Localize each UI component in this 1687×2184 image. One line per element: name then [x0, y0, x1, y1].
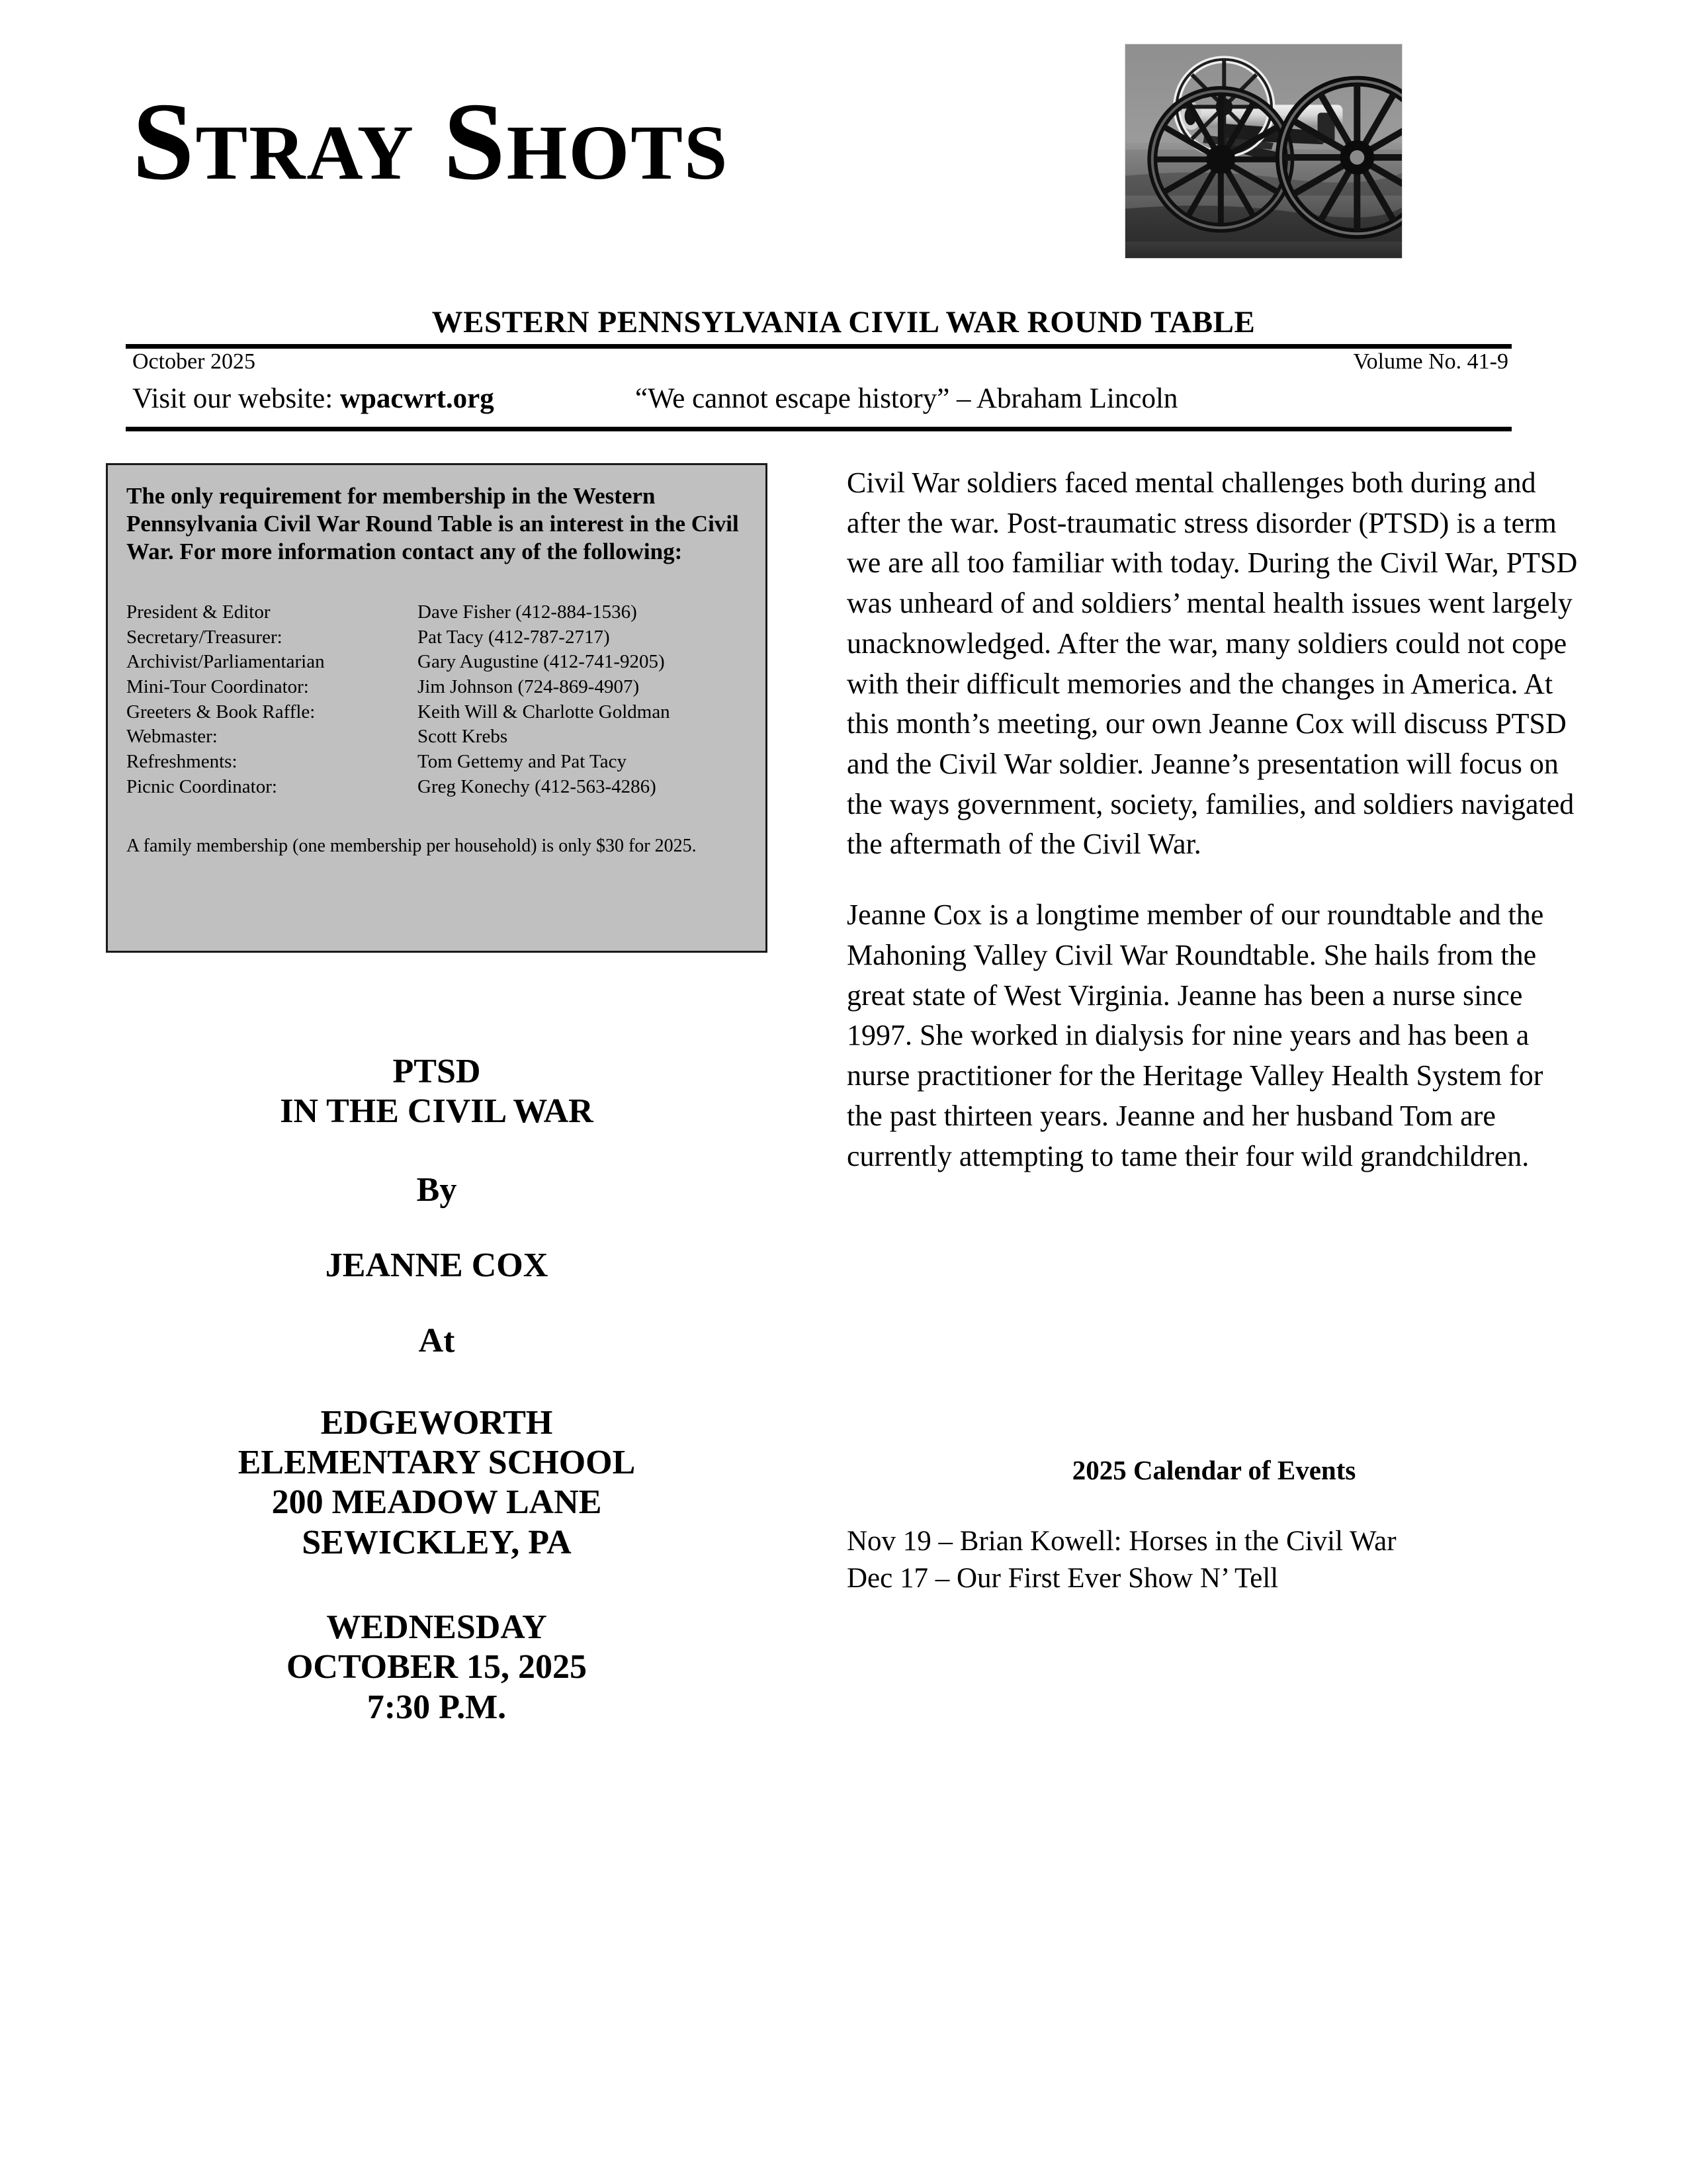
table-row: [126, 625, 747, 650]
website-url[interactable]: wpacwrt.org: [339, 383, 494, 414]
spacer: [106, 1563, 767, 1608]
right-column: [847, 463, 1581, 1597]
organization-name: WESTERN PENNSYLVANIA CIVIL WAR ROUND TABLE: [431, 305, 1256, 339]
title-initial-s1: S: [132, 80, 196, 203]
officer-person: Jim Johnson (724-869-4907): [417, 676, 640, 698]
cannon-illustration: [1125, 44, 1402, 258]
officer-role: Secretary/Treasurer:: [126, 626, 282, 648]
spacer: [106, 1358, 767, 1403]
officer-person: Greg Konechy (412-563-4286): [417, 775, 656, 797]
spacer: [106, 1283, 767, 1324]
officer-person: Scott Krebs: [417, 726, 508, 748]
speaker-name: JEANNE COX: [325, 1246, 548, 1284]
civil-war-cannon-photo: [1125, 44, 1403, 259]
calendar-event-list: [847, 1523, 1581, 1597]
meeting-day: WEDNESDAY: [326, 1608, 547, 1646]
table-row: [126, 750, 747, 775]
title-word-stray: TRAY: [195, 109, 415, 196]
article-paragraph-2: Jeanne Cox is a longtime member of our roundtable and the Mahoning Valley Civil War Roundtable. She hails from the great state of West Virginia. Jeanne has been a nurse since 1997. She worked in dialysis for nine years and has been a nurse practitioner for the Heritage Valley Health System for the past thirteen years. Jeanne and her husband Tom are currently attempting to tame their four wild grandchildren.: [847, 898, 1544, 1172]
officer-role: Archivist/Parliamentarian: [126, 651, 325, 673]
membership-intro-text: The only requirement for membership in the Western Pennsylvania Civil War Round Table is an interest in the Civil War. For more information contact any of the following:: [126, 483, 739, 564]
program-topic-line1: PTSD: [392, 1053, 481, 1090]
header-rule-bottom: [126, 427, 1512, 431]
officer-role: Webmaster:: [126, 726, 218, 748]
by-label: By: [416, 1170, 457, 1209]
officer-person: Dave Fisher (412-884-1536): [417, 601, 637, 623]
officer-person: Pat Tacy (412-787-2717): [417, 626, 610, 648]
meeting-date: OCTOBER 15, 2025: [286, 1648, 587, 1686]
membership-info-box: [106, 463, 767, 953]
venue-line-4: SEWICKLEY, PA: [302, 1523, 572, 1561]
officers-table: [126, 600, 747, 800]
newsletter-title: [132, 80, 729, 203]
issue-meta-row: [132, 349, 1508, 374]
meeting-announcement: [106, 1052, 767, 1727]
meeting-time: 7:30 P.M.: [367, 1688, 507, 1726]
table-row: [126, 700, 747, 725]
venue-line-2: ELEMENTARY SCHOOL: [238, 1443, 636, 1481]
officer-role: Mini-Tour Coordinator:: [126, 676, 309, 698]
title-initial-s2: S: [443, 80, 507, 203]
table-row: [126, 775, 747, 800]
officer-role: Picnic Coordinator:: [126, 775, 277, 797]
officer-role: President & Editor: [126, 601, 271, 623]
membership-fee-note: A family membership (one membership per household) is only $30 for 2025.: [126, 835, 697, 856]
tagline-row: [132, 382, 1512, 415]
table-row: [126, 650, 747, 675]
officer-role: Refreshments:: [126, 751, 238, 773]
lincoln-quote: “We cannot escape history” – Abraham Lincoln: [635, 383, 1178, 414]
calendar-of-events: [847, 1454, 1581, 1597]
masthead: [0, 0, 1687, 339]
venue-line-3: 200 MEADOW LANE: [271, 1483, 602, 1522]
spacer: [106, 1207, 767, 1248]
spacer: [106, 1132, 767, 1173]
calendar-title: 2025 Calendar of Events: [1072, 1455, 1356, 1486]
program-topic-line2: IN THE CIVIL WAR: [280, 1092, 593, 1131]
left-column: [106, 463, 767, 1727]
volume-number: Volume No. 41-9: [1353, 349, 1508, 374]
table-row: [126, 600, 747, 625]
header-rule-top: [126, 344, 1512, 349]
officer-role: Greeters & Book Raffle:: [126, 701, 316, 722]
issue-date: October 2025: [132, 349, 256, 374]
at-label: At: [418, 1321, 455, 1360]
table-row: [126, 675, 747, 700]
website-line: [132, 382, 589, 415]
article-paragraph-1: Civil War soldiers faced mental challenges both during and after the war. Post-traumatic stress disorder (PTSD) is a term we are all too familiar with today. During the Civil War, PTSD was unheard of and soldiers’ mental health issues went largely unacknowledged. After the war, many soldiers could not cope with their difficult memories and the changes in America. At this month’s meeting, our own Jeanne Cox will discuss PTSD and the Civil War soldier. Jeanne’s presentation will focus on the ways government, society, families, and soldiers navigated the aftermath of the Civil War.: [847, 466, 1578, 861]
list-item: Nov 19 – Brian Kowell: Horses in the Civil War: [847, 1526, 1397, 1557]
officer-person: Tom Gettemy and Pat Tacy: [417, 751, 627, 773]
title-word-shots: HOTS: [506, 109, 729, 196]
article-body: [847, 463, 1581, 1176]
list-item: Dec 17 – Our First Ever Show N’ Tell: [847, 1563, 1279, 1594]
table-row: [126, 724, 747, 750]
officer-person: Keith Will & Charlotte Goldman: [417, 701, 670, 722]
website-label: Visit our website:: [132, 383, 340, 414]
officer-person: Gary Augustine (412-741-9205): [417, 651, 665, 673]
venue-line-1: EDGEWORTH: [320, 1403, 553, 1442]
